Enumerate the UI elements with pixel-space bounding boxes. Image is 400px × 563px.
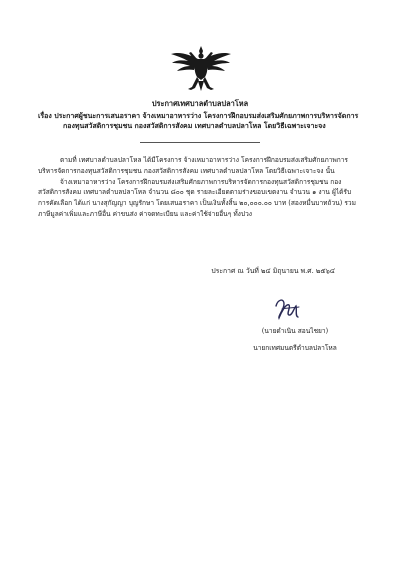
subject-line: เรื่อง ประกาศผู้ชนะการเสนอราคา จ้างเหมาอาหารว่าง โครงการฝึกอบรมส่งเสริมศักยภาพการบริหารจัดการ (38, 112, 359, 120)
handwritten-signature-icon (272, 296, 302, 322)
office-title: ประกาศเทศบาลตำบลปลาโหล (151, 99, 249, 108)
body-line: สวัสดิการสังคม เทศบาลตำบลปลาโหล จำนวน ๘๐๐ ชุด รายละเอียดตามร่างขอบเขตงาน จำนวน ๑ งาน ผู้ได้รับ (38, 188, 352, 197)
body-line: ภาษีมูลค่าเพิ่มและภาษีอื่น ค่าขนส่ง ค่าจดทะเบียน และค่าใช้จ่ายอื่นๆ ทั้งปวง (38, 209, 253, 218)
signer-name: (นายดำเนิน สอนไชยา) (261, 327, 329, 335)
body-line: ตามที่ เทศบาลตำบลปลาโหล ได้มีโครงการ จ้างเหมาอาหารว่าง โครงการฝึกอบรมส่งเสริมศักยภาพการ (60, 156, 348, 164)
subject-line: กองทุนสวัสดิการชุมชน กองสวัสดิการสังคม เทศบาลตำบลปลาโหล โดยวิธีเฉพาะเจาะจง (63, 122, 326, 130)
garuda-emblem-icon (168, 45, 234, 95)
announcement-subject (38, 111, 368, 131)
section-divider (140, 142, 260, 143)
body-line: จ้างเหมาอาหารว่าง โครงการฝึกอบรมส่งเสริมศักยภาพการบริหารจัดการกองทุนสวัสดิการชุมชน กอง (60, 177, 342, 186)
signer-position: นายกเทศมนตรีตำบลปลาโหล (253, 344, 337, 352)
announcement-date: ประกาศ ณ วันที่ ๒๔ มิถุนายน พ.ศ. ๒๕๖๔ (211, 267, 335, 275)
announcement-body (38, 155, 368, 220)
body-line: การคัดเลือก ได้แก่ นางสุกัญญา บุญรักษา โดยเสนอราคา เป็นเงินทั้งสิ้น ๒๐,๐๐๐.๐๐ บาท (สองหมื่นบาทถ้วน) รวม (38, 199, 356, 208)
body-line: บริหารจัดการกองทุนสวัสดิการชุมชน กองสวัสดิการสังคม เทศบาลตำบลปลาโหล โดยวิธีเฉพาะเจาะจง นั้น (38, 166, 335, 175)
